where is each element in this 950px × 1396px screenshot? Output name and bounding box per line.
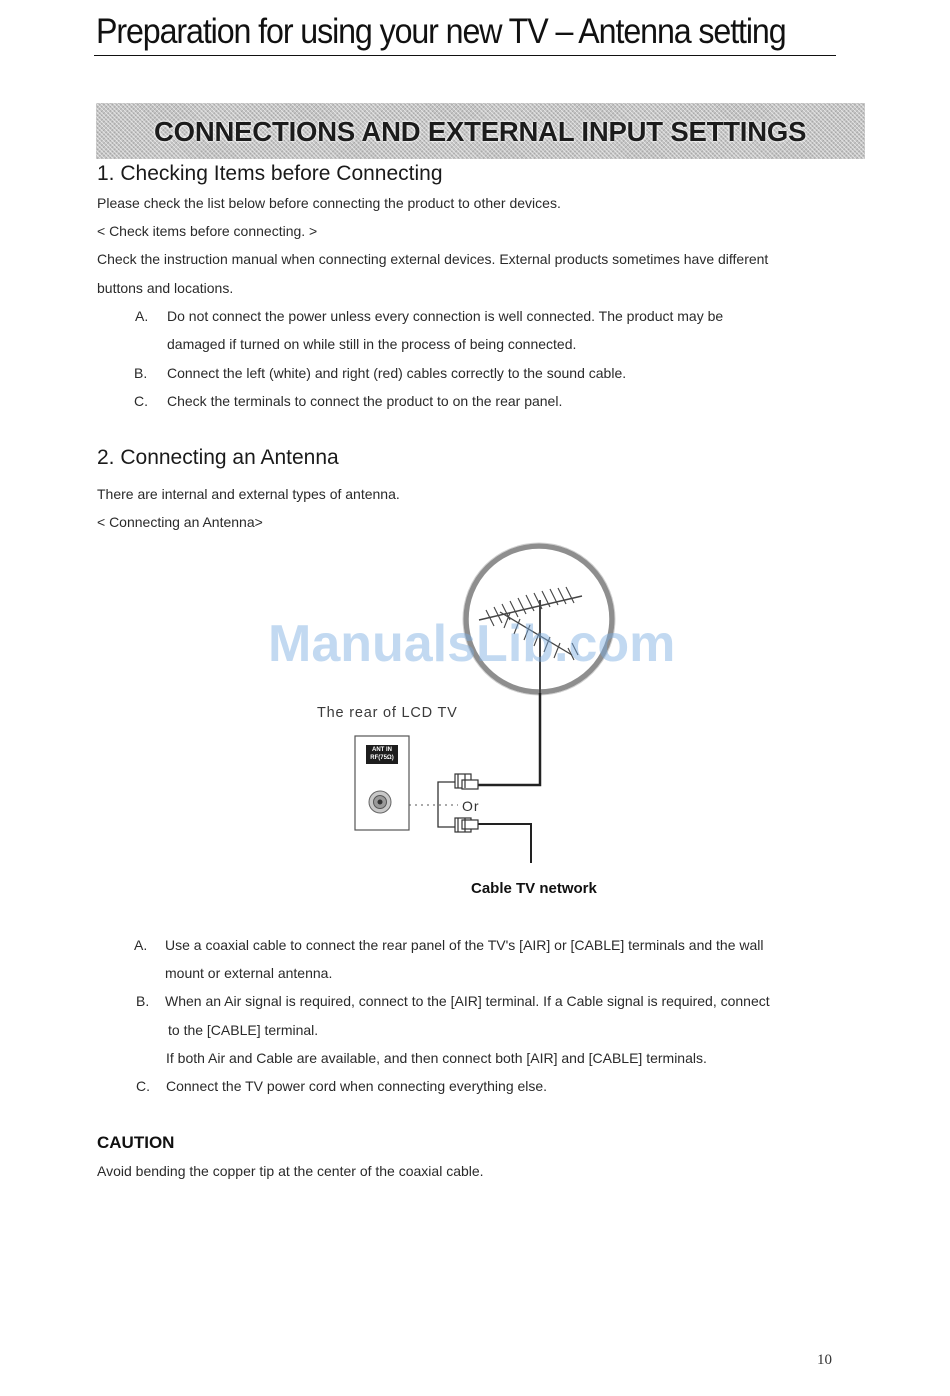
page-number: 10 <box>817 1352 832 1368</box>
list-item-text: If both Air and Cable are available, and then connect both [AIR] and [CABLE] terminals. <box>166 1050 707 1066</box>
coax-connector-icon <box>455 774 478 789</box>
ant-in-port-label: ANT IN RF(75Ω) <box>366 745 398 764</box>
section1-heading: 1. Checking Items before Connecting <box>97 162 443 185</box>
list-item-text: Connect the left (white) and right (red) cables correctly to the sound cable. <box>167 365 627 381</box>
caution-text: Avoid bending the copper tip at the center of the coaxial cable. <box>97 1163 484 1179</box>
list-marker: B. <box>134 365 148 381</box>
list-item-text: Connect the TV power cord when connecting everything else. <box>166 1078 548 1094</box>
list-marker: C. <box>136 1078 150 1094</box>
section1-intro: Please check the list below before connecting the product to other devices. <box>97 195 561 211</box>
caution-heading: CAUTION <box>97 1133 175 1152</box>
section-banner-title: CONNECTIONS AND EXTERNAL INPUT SETTINGS <box>154 116 807 147</box>
list-item-text: Use a coaxial cable to connect the rear panel of the TV's [AIR] or [CABLE] terminals and the wall <box>165 937 764 953</box>
list-item-text: to the [CABLE] terminal. <box>168 1022 319 1038</box>
list-marker: B. <box>136 993 150 1009</box>
coax-connector-icon <box>455 818 478 832</box>
section2-heading: 2. Connecting an Antenna <box>97 446 339 469</box>
list-marker: C. <box>134 393 148 409</box>
list-item-text: Check the terminals to connect the product to on the rear panel. <box>167 393 563 409</box>
list-item-text: Do not connect the power unless every connection is well connected. The product may be <box>167 308 724 324</box>
cable-tv-network-label: Cable TV network <box>471 880 597 897</box>
section1-note-line2: buttons and locations. <box>97 280 234 296</box>
list-marker: A. <box>134 937 148 953</box>
watermark: ManualsLib.com <box>268 615 676 673</box>
section2-subtitle: < Connecting an Antenna> <box>97 514 263 530</box>
section2-intro: There are internal and external types of antenna. <box>97 486 400 502</box>
or-label: Or <box>462 798 480 814</box>
list-marker: A. <box>135 308 149 324</box>
tv-rear-label: The rear of LCD TV <box>317 705 458 721</box>
list-item-text: mount or external antenna. <box>165 965 333 981</box>
section1-note-line1: Check the instruction manual when connecting external devices. External products sometimes have different <box>97 251 769 267</box>
section1-subtitle: < Check items before connecting. > <box>97 223 318 239</box>
list-item-text: When an Air signal is required, connect to the [AIR] terminal. If a Cable signal is required, connect <box>165 993 770 1009</box>
page-title: Preparation for using your new TV – Antenna setting <box>96 12 786 51</box>
list-item-text: damaged if turned on while still in the process of being connected. <box>167 336 577 352</box>
